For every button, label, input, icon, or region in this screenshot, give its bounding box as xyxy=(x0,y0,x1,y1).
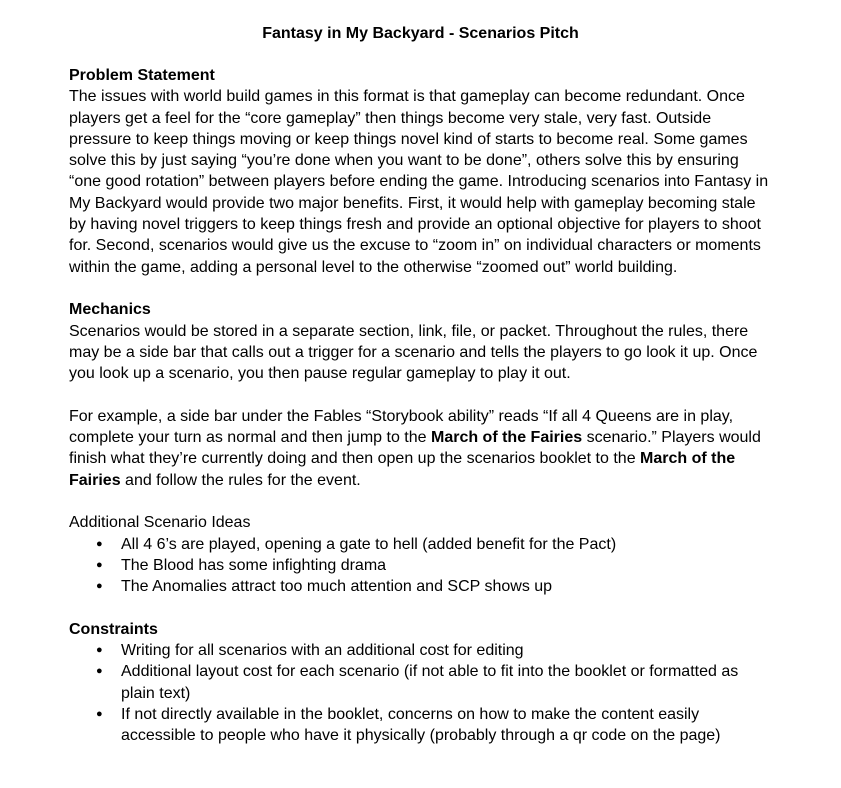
mechanics-body: Scenarios would be stored in a separate section, link, file, or packet. Throughout the rules, there may be a side bar that calls out a trigger for a scenario and tells the players to go look it up. Once you look up a scenario, you then pause regular gameplay to play it out. xyxy=(69,322,758,383)
document-title: Fantasy in My Backyard - Scenarios Pitch xyxy=(262,25,579,42)
spacer xyxy=(69,384,769,405)
list-item: ● If not directly available in the booklet, concerns on how to make the content easily accessible to people who have it physically (probably through a qr code on the page) xyxy=(121,704,769,747)
list-item: ● All 4 6’s are played, opening a gate to hell (added benefit for the Pact) xyxy=(121,534,769,555)
spacer xyxy=(69,278,769,299)
constraints-heading: Constraints xyxy=(69,620,158,638)
scenario-ideas-label: Additional Scenario Ideas xyxy=(69,514,251,532)
mechanics-heading: Mechanics xyxy=(69,301,151,319)
scenario-name-bold: March of the Fairies xyxy=(430,429,583,447)
problem-statement-body: The issues with world build games in this format is that gameplay can become redundant. Once players get a feel for the “core gameplay” then things become very stale, very fast. Outside pressure to keep things moving or keep things novel kind of starts to become real. Some games solve this by just saying “you’re done when you want to be done”, others solve this by ensuring “one good rotation” between players before ending the game. Introducing scenarios into Fantasy in My Backyard would provide two major benefits. First, it would help with gameplay becoming stale by having novel triggers to keep things fresh and provide an optional objective for players to shoot for. Second, scenarios would give us the excuse to “zoom in” on individual characters or moments within the game, adding a personal level to the otherwise “zoomed out” world building. xyxy=(69,88,769,276)
list-item: ● The Anomalies attract too much attention and SCP shows up xyxy=(121,576,769,597)
problem-statement-heading: Problem Statement xyxy=(69,67,215,84)
list-item: ● Writing for all scenarios with an additional cost for editing xyxy=(121,640,769,661)
spacer xyxy=(69,491,769,512)
example-text: For example, a side bar under the Fables “Storybook ability” reads “If all 4 Queens are in play, complete your turn as normal and then jump to the xyxy=(69,407,734,447)
mechanics-section xyxy=(69,299,769,597)
mechanics-example xyxy=(69,406,769,491)
example-text: scenario.” Players would finish what they’re currently doing and then open up the scenarios booklet to the xyxy=(69,429,761,468)
scenario-name-bold: March of the Fairies xyxy=(69,450,736,489)
spacer xyxy=(69,597,769,618)
constraints-section xyxy=(69,619,769,747)
scenario-ideas-list xyxy=(69,534,769,598)
constraints-list xyxy=(69,640,769,746)
list-item: ● Additional layout cost for each scenario (if not able to fit into the booklet or formatted as plain text) xyxy=(121,661,769,704)
problem-statement-section xyxy=(69,65,769,278)
list-item: ● The Blood has some infighting drama xyxy=(121,555,769,576)
example-text: and follow the rules for the event. xyxy=(120,471,361,489)
